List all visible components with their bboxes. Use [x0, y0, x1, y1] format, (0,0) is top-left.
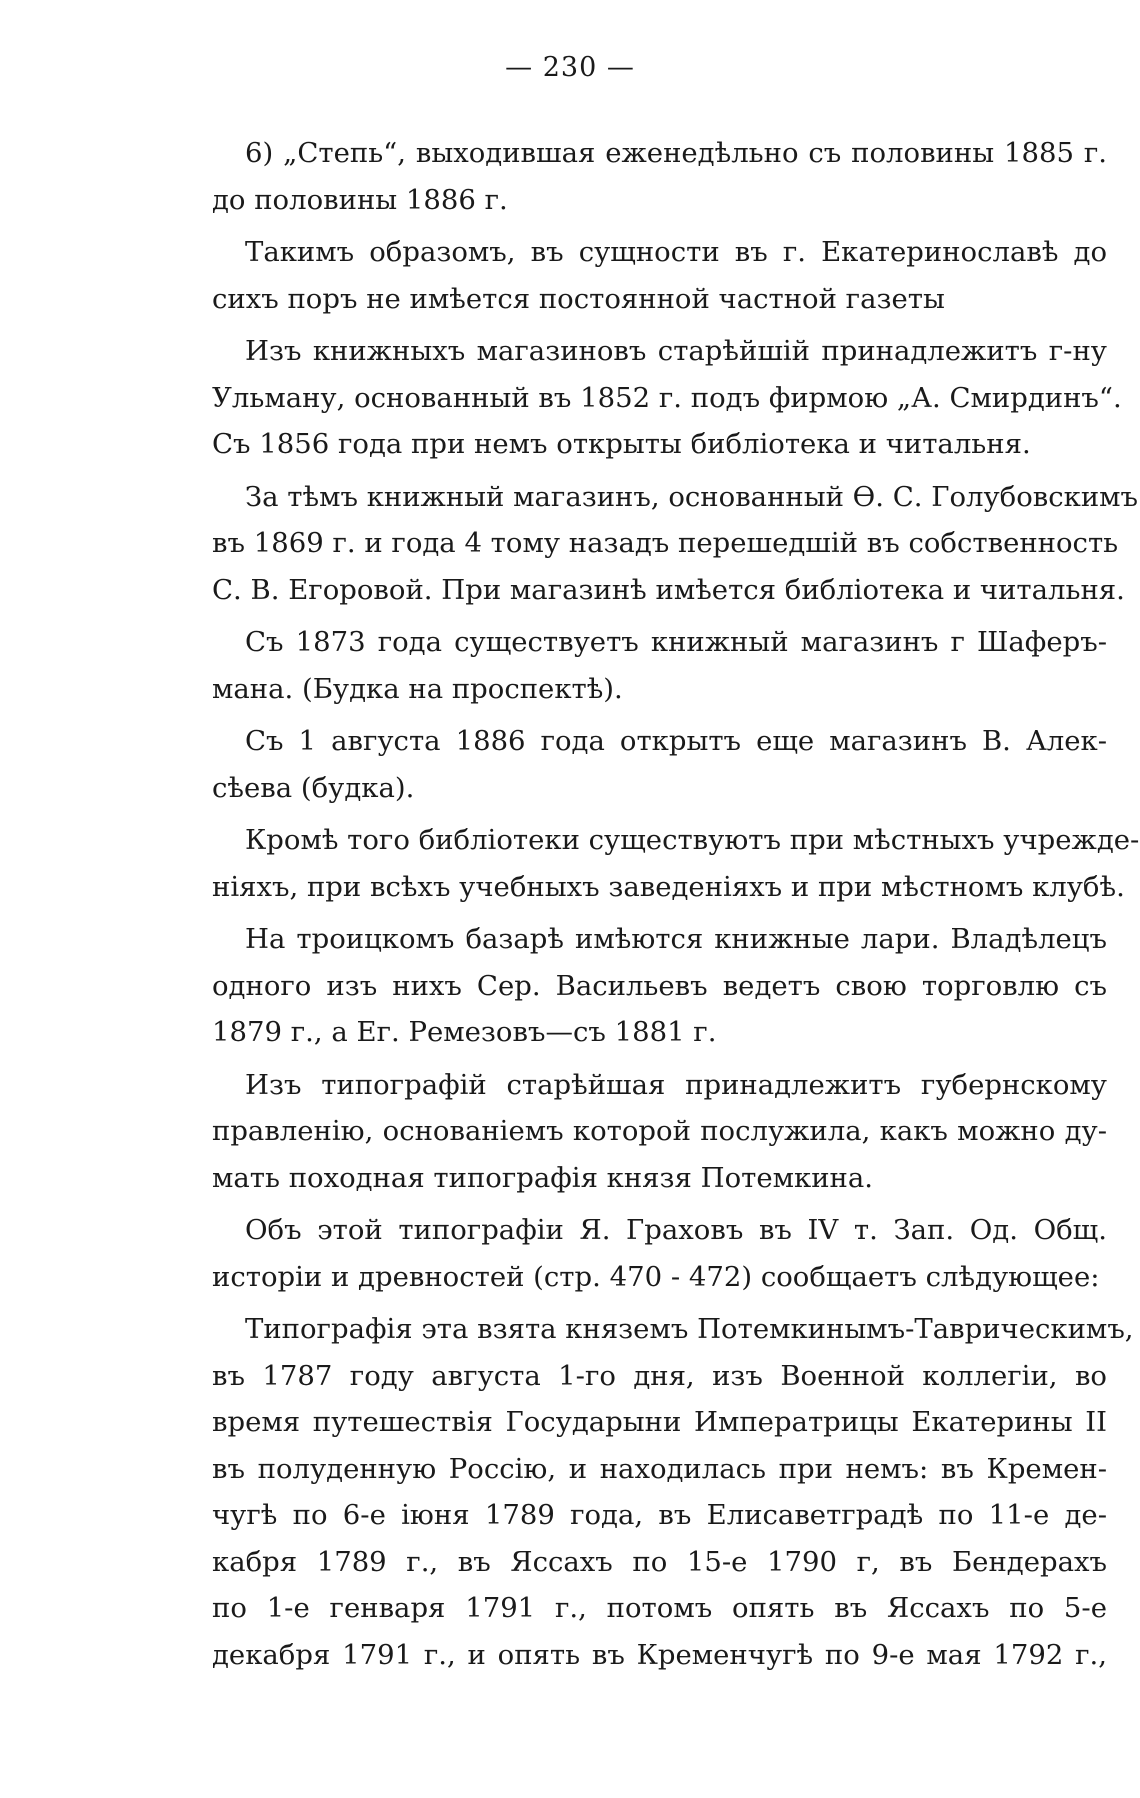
text-line: въ 1787 году августа 1-го дня, изъ Военной коллегіи, во: [212, 1359, 1107, 1392]
text-line: Изъ книжныхъ магазиновъ старѣйшій принадлежитъ г-ну: [245, 335, 1107, 367]
paragraph: [212, 1207, 1107, 1300]
text-line: Съ 1873 года существуетъ книжный магазинъ г Шаферъ-: [245, 626, 1107, 658]
text-line: 1879 г., а Ег. Ремезовъ—съ 1881 г.: [212, 1016, 717, 1048]
text-line: С. В. Егоровой. При магазинѣ имѣется библіотека и читальня.: [212, 573, 1125, 606]
page-number: — 230 —: [505, 52, 635, 83]
paragraph: [212, 229, 1107, 322]
text-line: кабря 1789 г., въ Яссахъ по 15-е 1790 г, въ Бендерахъ: [212, 1545, 1107, 1578]
text-line: до половины 1886 г.: [212, 183, 508, 216]
text-line: время путешествія Государыни Императрицы Екатерины II: [212, 1406, 1107, 1438]
page-text-body: [212, 130, 1140, 1678]
text-line: Съ 1 августа 1886 года открытъ еще магазинъ В. Алек-: [245, 725, 1107, 757]
text-line: чугѣ по 6-е іюня 1789 года, въ Елисаветградѣ по 11-е де-: [212, 1499, 1107, 1531]
text-line: одного изъ нихъ Сер. Васильевъ ведетъ свою торговлю съ: [212, 969, 1107, 1002]
text-line: 6) „Степь“, выходившая еженедѣльно съ половины 1885 г.: [245, 137, 1107, 169]
text-line: мать походная типографія князя Потемкина.: [212, 1161, 874, 1194]
text-line: исторіи и древностей (стр. 470 - 472) сообщаетъ слѣдующее:: [212, 1260, 1100, 1293]
paragraph: [212, 817, 1140, 910]
paragraph: [212, 328, 1122, 468]
text-line: Типографія эта взята княземъ Потемкинымъ-Таврическимъ,: [245, 1313, 1134, 1345]
text-line: декабря 1791 г., и опять въ Кременчугѣ по 9-е мая 1792 г.,: [212, 1638, 1107, 1671]
text-line: по 1-е генваря 1791 г., потомъ опять въ Яссахъ по 5-е: [212, 1592, 1107, 1624]
paragraph: [212, 619, 1107, 712]
text-line: Съ 1856 года при немъ открыты библіотека и читальня.: [212, 428, 1031, 460]
text-line: ніяхъ, при всѣхъ учебныхъ заведеніяхъ и при мѣстномъ клубѣ.: [212, 870, 1125, 903]
text-line: сѣева (будка).: [212, 771, 415, 804]
paragraph: [212, 1062, 1107, 1202]
text-line: въ полуденную Россію, и находилась при немъ: въ Кремен-: [212, 1452, 1107, 1485]
text-line: Изъ типографій старѣйшая принадлежитъ губернскому: [245, 1068, 1107, 1101]
text-line: въ 1869 г. и года 4 тому назадъ перешедшій въ собственность: [212, 527, 1119, 559]
paragraph: [212, 130, 1107, 223]
paragraph: [212, 718, 1107, 811]
text-line: сихъ поръ не имѣется постоянной частной газеты: [212, 282, 945, 315]
text-line: мана. (Будка на проспектѣ).: [212, 672, 623, 705]
paragraph: [212, 474, 1139, 614]
text-line: Ульману, основанный въ 1852 г. подъ фирмою „А. Смирдинъ“.: [212, 381, 1122, 414]
text-line: На троицкомъ базарѣ имѣются книжные лари. Владѣлецъ: [245, 923, 1107, 955]
text-line: За тѣмъ книжный магазинъ, основанный Ѳ. С. Голубовскимъ: [245, 480, 1139, 513]
text-line: Объ этой типографіи Я. Граховъ въ IV т. Зап. Од. Общ.: [245, 1214, 1107, 1246]
text-line: правленію, основаніемъ которой послужила, какъ можно ду-: [212, 1115, 1107, 1147]
paragraph: [212, 1306, 1134, 1678]
paragraph: [212, 916, 1107, 1056]
text-line: Кромѣ того библіотеки существуютъ при мѣстныхъ учрежде-: [245, 824, 1140, 856]
text-line: Такимъ образомъ, въ сущности въ г. Екатеринославѣ до: [245, 236, 1107, 268]
